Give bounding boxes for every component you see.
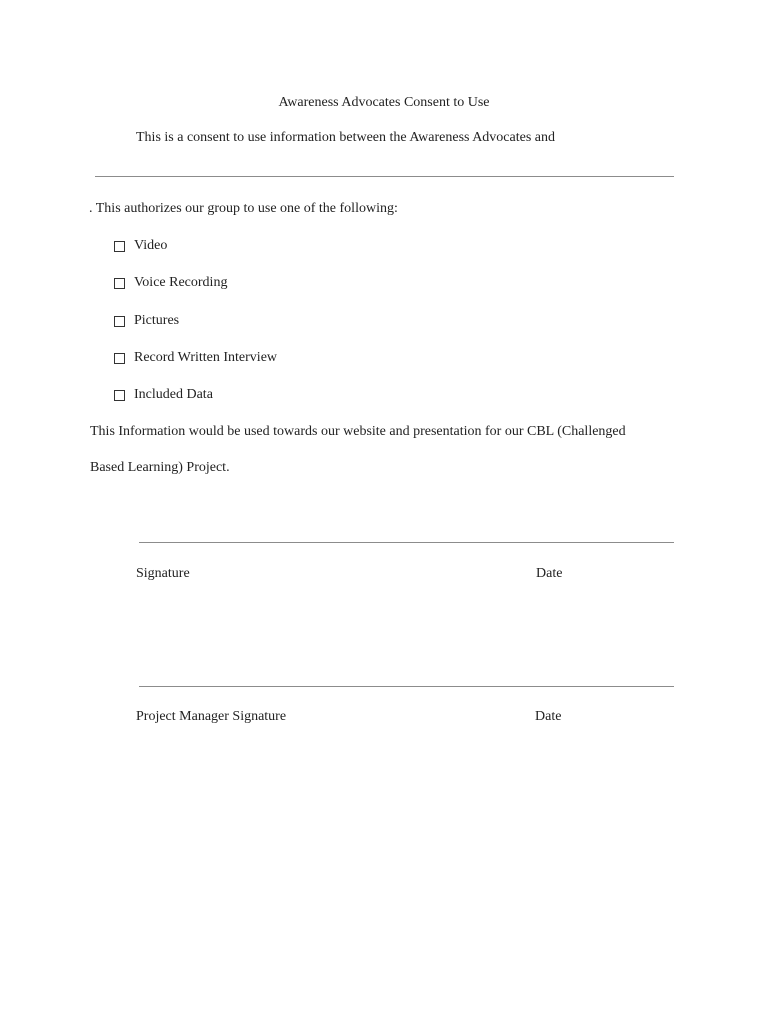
checkbox-record-written-interview[interactable] xyxy=(114,353,125,364)
pm-date-label: Date xyxy=(535,709,562,724)
intro-text: This is a consent to use information between the Awareness Advocates and xyxy=(136,130,555,145)
option-label: Record Written Interview xyxy=(134,350,278,365)
document-title: Awareness Advocates Consent to Use xyxy=(278,95,490,110)
option-video[interactable] xyxy=(114,238,167,254)
option-pictures[interactable] xyxy=(114,313,179,329)
option-record-written-interview[interactable] xyxy=(114,350,277,366)
usage-text-line-1: This Information would be used towards our website and presentation for our CBL (Challenged xyxy=(90,424,626,439)
checkbox-pictures[interactable] xyxy=(114,316,125,327)
pm-signature-label: Project Manager Signature xyxy=(136,709,287,724)
signature-label: Signature xyxy=(136,566,190,581)
authorization-text: . This authorizes our group to use one of the following: xyxy=(89,201,398,216)
option-voice-recording[interactable] xyxy=(114,275,227,291)
usage-text-line-2: Based Learning) Project. xyxy=(90,460,230,475)
option-label: Voice Recording xyxy=(134,275,228,290)
checkbox-voice-recording[interactable] xyxy=(114,278,125,289)
checkbox-included-data[interactable] xyxy=(114,390,125,401)
option-label: Pictures xyxy=(134,313,180,328)
name-blank-line xyxy=(95,176,674,177)
checkbox-video[interactable] xyxy=(114,241,125,252)
option-label: Included Data xyxy=(134,387,213,402)
option-included-data[interactable] xyxy=(114,387,213,403)
pm-signature-line xyxy=(139,686,674,687)
signature-line xyxy=(139,542,674,543)
option-label: Video xyxy=(134,238,168,253)
date-label: Date xyxy=(536,566,563,581)
